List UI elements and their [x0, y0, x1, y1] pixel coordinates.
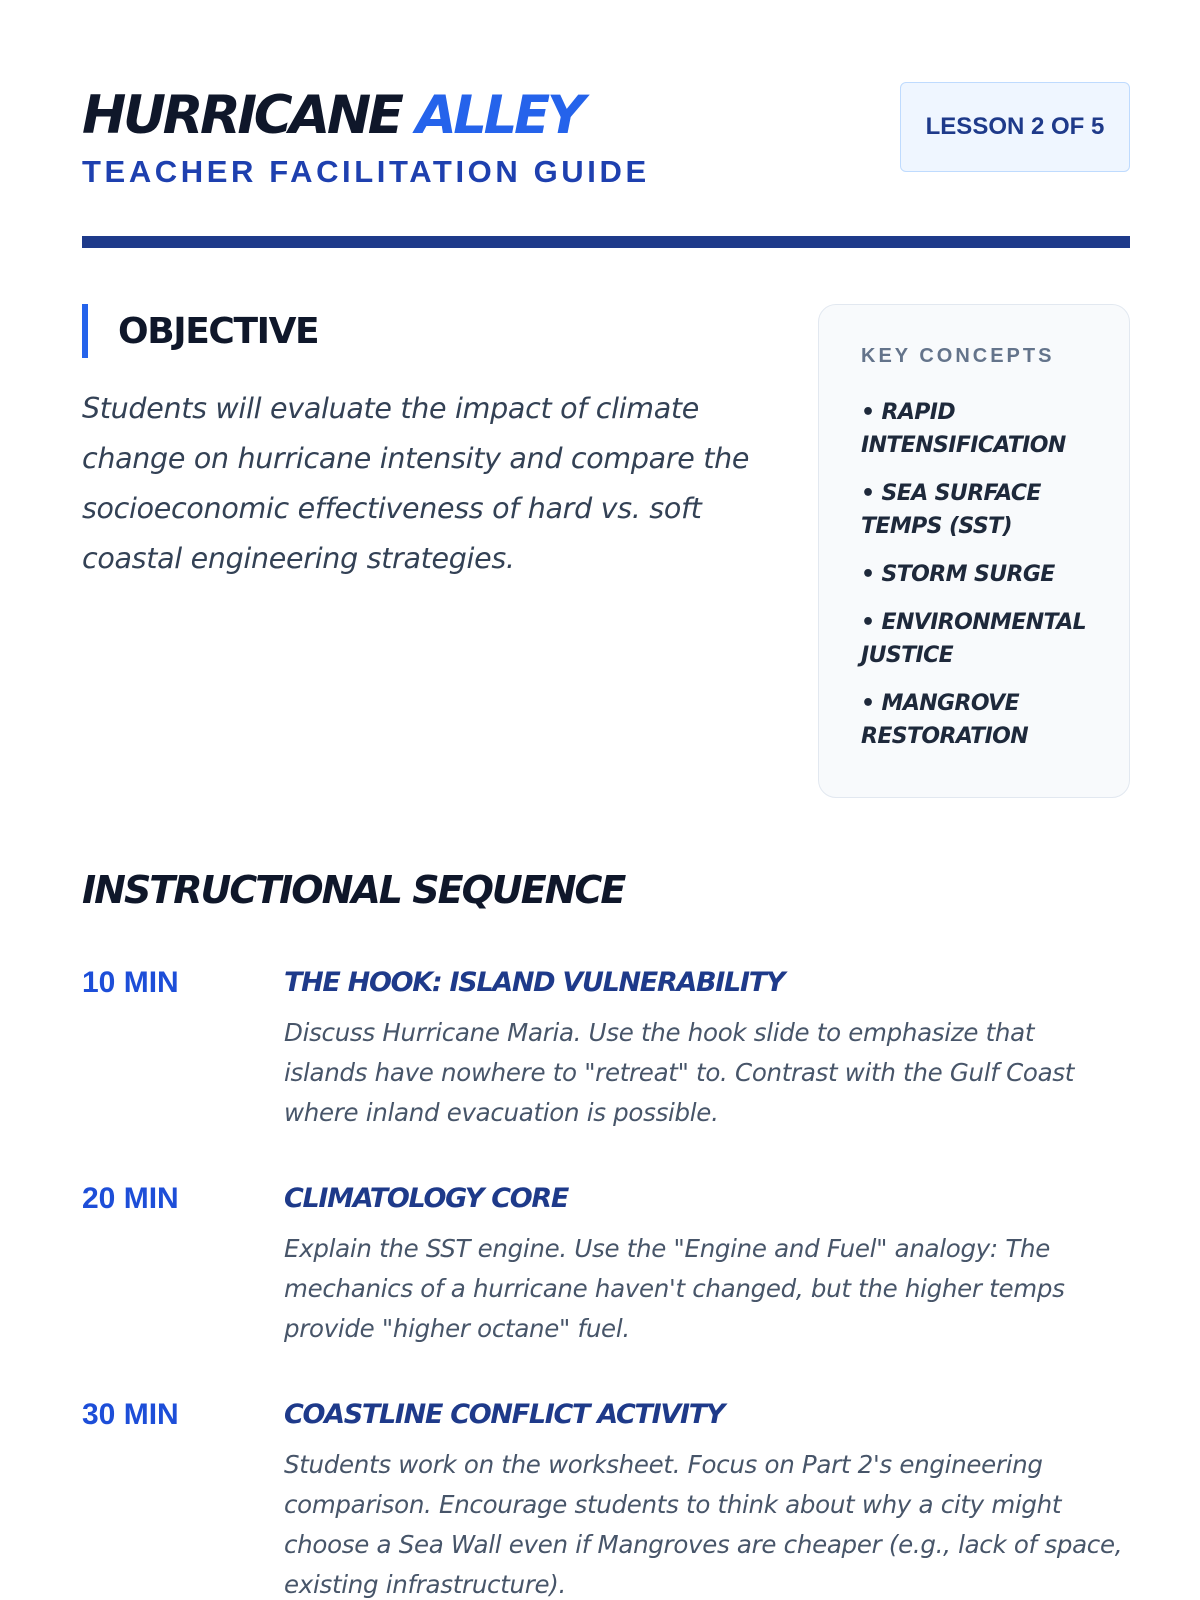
- step-duration: 30 MIN: [82, 1398, 179, 1431]
- step-description: Explain the SST engine. Use the "Engine and Fuel" analogy: The mechanics of a hurricane haven't changed, but the higher temps provide "higher octane" fuel.: [284, 1234, 1065, 1343]
- title-accent: ALLEY: [415, 85, 582, 146]
- sequence-heading: INSTRUCTIONAL SEQUENCE: [82, 868, 625, 912]
- concept-item: • ENVIRONMENTAL JUSTICE: [861, 610, 1087, 668]
- header-divider: [82, 236, 1130, 248]
- concept-item: • STORM SURGE: [861, 562, 1055, 587]
- lesson-badge: LESSON 2 OF 5: [900, 82, 1130, 172]
- step-body: [284, 1395, 1124, 1600]
- title-main: HURRICANE: [82, 85, 401, 146]
- concept-item: • MANGROVE RESTORATION: [861, 691, 1029, 749]
- step-body: [284, 1179, 1124, 1349]
- concept-item: • SEA SURFACE TEMPS (SST): [861, 481, 1041, 539]
- concept-item: • RAPID INTENSIFICATION: [861, 400, 1066, 458]
- objective-text: Students will evaluate the impact of climate change on hurricane intensity and compare the socioeconomic effectiveness of hard vs. soft coastal engineering strategies.: [82, 392, 750, 575]
- step-description: Students work on the worksheet. Focus on Part 2's engineering comparison. Encourage students to think about why a city might choose a Sea Wall even if Mangroves are cheaper (e.g., lack of space, existing infrastructure).: [284, 1450, 1123, 1599]
- step-title: COASTLINE CONFLICT ACTIVITY: [284, 1399, 725, 1430]
- step-title: THE HOOK: ISLAND VULNERABILITY: [284, 967, 785, 998]
- page-subtitle: TEACHER FACILITATION GUIDE: [82, 154, 650, 189]
- key-concepts-card: [818, 304, 1130, 798]
- step-description: Discuss Hurricane Maria. Use the hook slide to emphasize that islands have nowhere to "retreat" to. Contrast with the Gulf Coast where inland evacuation is possible.: [284, 1018, 1075, 1127]
- step-title: CLIMATOLOGY CORE: [284, 1183, 569, 1214]
- key-concepts-label: KEY CONCEPTS: [861, 345, 1055, 367]
- objective-heading: OBJECTIVE: [82, 304, 318, 358]
- step-duration: 10 MIN: [82, 966, 179, 999]
- step-duration: 20 MIN: [82, 1182, 179, 1215]
- step-body: [284, 963, 1124, 1133]
